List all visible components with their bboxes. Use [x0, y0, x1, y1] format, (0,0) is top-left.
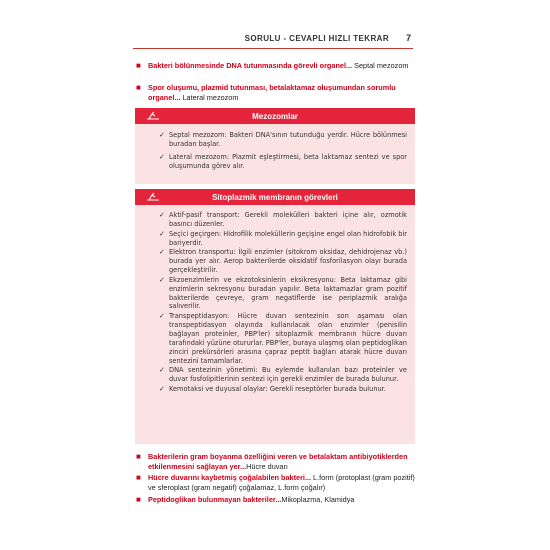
list-item [135, 312, 415, 365]
list-item [135, 366, 415, 384]
section-title: Mezozomlar [252, 112, 298, 121]
bullet-icon: ■ [136, 83, 141, 92]
section-header-mezozom [135, 108, 415, 124]
question-text: Spor oluşumu, plazmid tutunması, betalaktamaz oluşumundan sorumlu organel... [148, 83, 396, 102]
page-header [133, 33, 413, 49]
item-text: DNA sentezinin yönetimi: Bu eylemde kullanılan bazı proteinler ve duvar fosfolipitlerinin sentezi için gerekli enzimler de burada bulunur. [169, 366, 407, 384]
question-text: Bakterilerin gram boyanma özelliğini veren ve betalaktam antibiyotiklerden etkilenmesini sağlayan yer... [148, 452, 408, 471]
answer-text: Lateral mezozom [180, 92, 239, 102]
header-title: SORULU - CEVAPLI HIZLI TEKRAR [244, 34, 389, 43]
bullet-icon: ■ [136, 61, 141, 70]
qa-item [136, 61, 416, 71]
check-icon: ✓ [159, 248, 165, 257]
bullet-icon: ■ [136, 495, 141, 504]
item-text: Septal mezozom: Bakteri DNA'sının tutunduğu yerdir. Hücre bölünmesi buradan başlar. [169, 131, 407, 148]
item-text: Ekzoenzimlerin ve ekzotoksinlerin eksikresyonu: Beta laktamaz gibi enzimlerin sekresyonu buradan yapılır. Beta laktamazlar gram pozitif bakterilerde çevreye, gram negatiflerde ise periplazmik aralığa salıverilir. [169, 275, 407, 311]
section-title: Sitoplazmik membranın görevleri [212, 193, 338, 202]
list-item [135, 131, 415, 149]
check-icon: ✓ [159, 312, 165, 321]
item-text: Aktif-pasif transport: Gerekli molekülleri bakteri içine alır, ozmotik basıncı düzenler. [169, 211, 407, 228]
qa-item [136, 452, 416, 471]
qa-item [136, 83, 416, 102]
check-icon: ✓ [159, 211, 165, 219]
mezozom-box [135, 124, 415, 184]
check-icon: ✓ [159, 229, 165, 238]
answer-text: Mikoplazma, Klamidya [281, 495, 355, 504]
list-item [135, 153, 415, 171]
qa-item [136, 495, 416, 505]
qa-item [136, 473, 416, 492]
list-item [135, 211, 415, 229]
item-text: Elektron transportu: İlgili enzimler (sitokrom oksidaz, dehidrojenaz vb.) burada yer alır. Aerop bakterilerde oksidatif fosforilasyon olayı burada gerçekleştirilir. [169, 248, 407, 275]
answer-text: Septal mezozom [352, 61, 409, 70]
answer-text: L.form (protoplast (gram pozitif) ve sferoplast (gram negatif) çoğalamaz, L.form çoğalır) [148, 473, 415, 492]
list-item [135, 248, 415, 275]
item-text: Kemotaksi ve duyusal olaylar: Gerekli reseptörler burada bulunur. [169, 385, 386, 394]
answer-text: Hücre duvarı [246, 461, 288, 471]
question-text: Bakteri bölünmesinde DNA tutunmasında görevli organel... [148, 61, 353, 70]
question-text: Hücre duvarını kaybetmiş çoğalabilen bakteri... [148, 473, 312, 482]
check-icon: ✓ [159, 385, 165, 394]
check-icon: ✓ [159, 152, 165, 161]
item-text: Seçici geçirgen: Hidrofilik moleküllerin geçişine engel olan hidrofobik bir bariyerdir. [169, 229, 407, 247]
bullet-icon: ■ [136, 452, 141, 461]
list-item [135, 276, 415, 311]
bullet-icon: ■ [136, 473, 141, 482]
sitoplazmik-box [135, 205, 415, 444]
list-item [135, 385, 415, 394]
check-icon: ✓ [159, 366, 165, 375]
page-number: 7 [405, 33, 411, 43]
question-text: Peptidoglikan bulunmayan bakteriler... [148, 495, 282, 504]
section-header-sitoplazmik [135, 189, 415, 205]
check-icon: ✓ [159, 131, 165, 139]
item-text: Lateral mezozom: Plazmit eşleştirmesi, beta laktamaz sentezi ve spor oluşumunda görev alır. [169, 152, 407, 170]
check-icon: ✓ [159, 275, 165, 284]
item-text: Transpeptidasyon: Hücre duvarı sentezinin son aşaması olan transpeptidasyon olayında kullanılacak olan enzimler (penisilin bağlayan proteinler, PBP'ler) sitoplazmik membranın hücre duvarı tarafındaki yüzüne otururlar. PBP'ler, buraya ulaşmış olan peptidoglikan zinciri prekürsörleri arasına çapraz peptit bağları atarak hücre duvarı sentezini tamamlarlar. [169, 312, 407, 365]
list-item [135, 230, 415, 248]
